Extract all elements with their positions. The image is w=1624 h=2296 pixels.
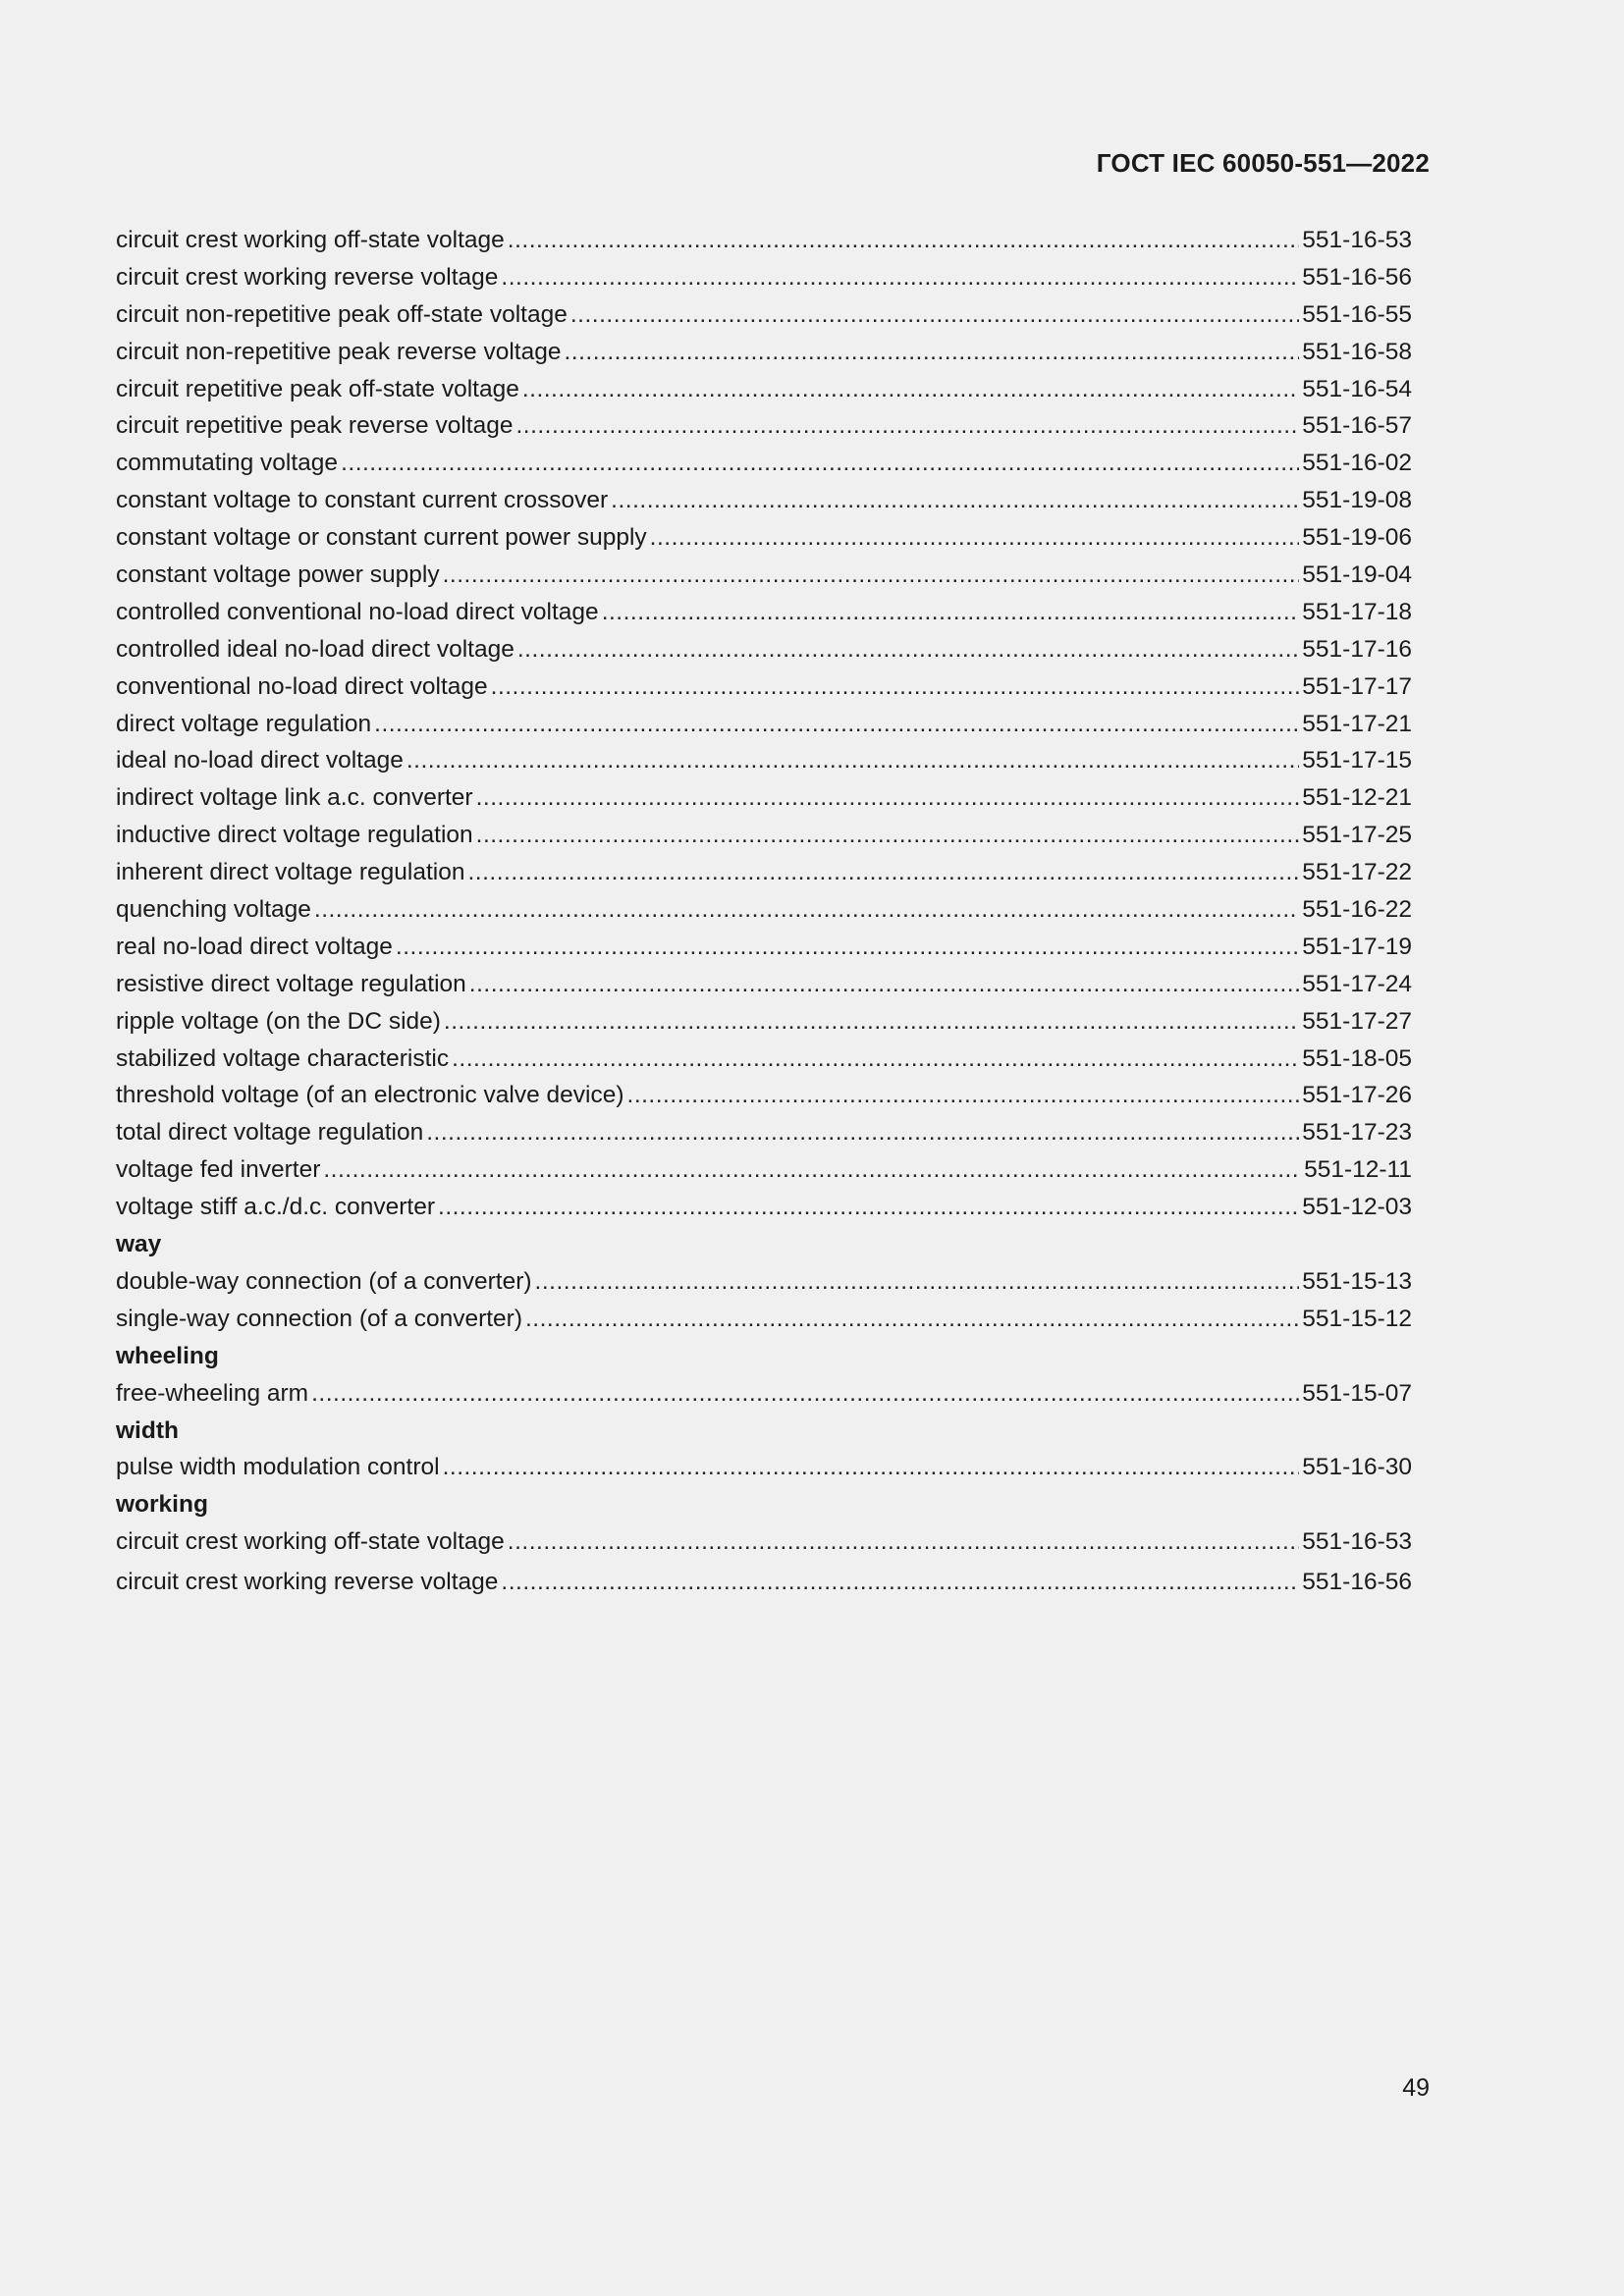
entry-term: quenching voltage [116, 896, 311, 924]
entry-term: real no-load direct voltage [116, 933, 393, 960]
entry-reference: 551-16-02 [1302, 450, 1412, 477]
entry-reference: 551-16-56 [1302, 263, 1412, 291]
index-entry [116, 482, 1412, 519]
index-entry [116, 1301, 1412, 1338]
entry-term: voltage fed inverter [116, 1156, 321, 1184]
dot-leader [627, 1077, 1300, 1114]
index-entry [116, 929, 1412, 966]
index-entry [116, 407, 1412, 445]
dot-leader [476, 779, 1300, 817]
group-heading: working [116, 1491, 208, 1519]
entry-term: double-way connection (of a converter) [116, 1267, 532, 1295]
entry-term: inductive direct voltage regulation [116, 822, 473, 849]
index-entry [116, 1003, 1412, 1041]
entry-term: voltage stiff a.c./d.c. converter [116, 1194, 436, 1221]
entry-reference: 551-17-21 [1302, 710, 1412, 737]
entry-term: circuit crest working off-state voltage [116, 227, 505, 253]
entry-reference: 551-16-53 [1302, 227, 1412, 253]
dot-leader [443, 1449, 1300, 1486]
entry-term: indirect voltage link a.c. converter [116, 784, 473, 812]
dot-leader [491, 668, 1300, 706]
index-entry [116, 668, 1412, 706]
entry-reference: 551-19-08 [1302, 487, 1412, 514]
entry-reference: 551-16-53 [1302, 1528, 1412, 1556]
index-entry [116, 296, 1412, 334]
index-entry [116, 1523, 1412, 1561]
entry-term: inherent direct voltage regulation [116, 859, 465, 886]
dot-leader [374, 706, 1299, 743]
index-entry [116, 1151, 1412, 1189]
index-entry [116, 706, 1412, 743]
entry-term: conventional no-load direct voltage [116, 672, 488, 700]
entry-term: ripple voltage (on the DC side) [116, 1007, 441, 1035]
dot-leader [611, 482, 1299, 519]
index-list [116, 222, 1412, 1601]
entry-reference: 551-16-56 [1302, 1569, 1412, 1596]
dot-leader [508, 222, 1300, 259]
entry-term: free-wheeling arm [116, 1379, 309, 1407]
entry-term: controlled ideal no-load direct voltage [116, 635, 514, 663]
index-entry [116, 1077, 1412, 1114]
entry-term: circuit non-repetitive peak reverse voltage [116, 338, 562, 365]
index-entry [116, 742, 1412, 779]
index-entry [116, 966, 1412, 1003]
entry-term: circuit non-repetitive peak off-state voltage [116, 300, 568, 328]
entry-reference: 551-17-18 [1302, 598, 1412, 625]
dot-leader [444, 1003, 1299, 1041]
index-entry [116, 222, 1412, 259]
dot-leader [438, 1189, 1299, 1226]
entry-term: circuit crest working reverse voltage [116, 263, 499, 291]
entry-reference: 551-17-22 [1302, 859, 1412, 886]
entry-term: circuit repetitive peak reverse voltage [116, 412, 514, 440]
dot-leader [515, 407, 1299, 445]
entry-term: ideal no-load direct voltage [116, 747, 404, 774]
entry-reference: 551-19-04 [1302, 561, 1412, 589]
dot-leader [522, 371, 1299, 408]
dot-leader [314, 891, 1299, 929]
entry-reference: 551-19-06 [1302, 524, 1412, 552]
dot-leader [602, 594, 1300, 631]
entry-reference: 551-17-24 [1302, 970, 1412, 997]
entry-reference: 551-16-30 [1302, 1454, 1412, 1481]
index-entry [116, 259, 1412, 296]
dot-leader [535, 1263, 1300, 1301]
entry-term: constant voltage to constant current crossover [116, 487, 609, 514]
entry-reference: 551-17-16 [1302, 635, 1412, 663]
page-number: 49 [1402, 2074, 1430, 2102]
entry-reference: 551-16-58 [1302, 338, 1412, 365]
entry-term: constant voltage or constant current power supply [116, 524, 647, 552]
dot-leader [570, 296, 1299, 334]
dot-leader [467, 854, 1299, 891]
index-entry [116, 557, 1412, 594]
entry-reference: 551-16-55 [1302, 300, 1412, 328]
index-entry [116, 519, 1412, 557]
index-entry [116, 371, 1412, 408]
entry-term: direct voltage regulation [116, 710, 372, 737]
index-entry [116, 779, 1412, 817]
dot-leader [323, 1151, 1301, 1189]
dot-leader [311, 1375, 1299, 1413]
index-entry [116, 1189, 1412, 1226]
index-entry [116, 631, 1412, 668]
entry-reference: 551-17-26 [1302, 1082, 1412, 1109]
group-heading: way [116, 1231, 162, 1258]
entry-reference: 551-16-22 [1302, 896, 1412, 924]
entry-term: resistive direct voltage regulation [116, 970, 466, 997]
index-entry [116, 594, 1412, 631]
index-entry [116, 817, 1412, 854]
entry-reference: 551-12-11 [1304, 1156, 1412, 1184]
entry-term: commutating voltage [116, 450, 339, 477]
index-entry [116, 1564, 1412, 1601]
entry-reference: 551-17-27 [1302, 1007, 1412, 1035]
entry-term: single-way connection (of a converter) [116, 1305, 522, 1332]
entry-term: circuit crest working off-state voltage [116, 1528, 505, 1556]
entry-term: pulse width modulation control [116, 1454, 440, 1481]
dot-leader [501, 259, 1299, 296]
entry-reference: 551-15-13 [1302, 1267, 1412, 1295]
entry-reference: 551-16-54 [1302, 375, 1412, 402]
dot-leader [564, 334, 1299, 371]
index-entry [116, 854, 1412, 891]
entry-reference: 551-15-12 [1302, 1305, 1412, 1332]
entry-reference: 551-15-07 [1302, 1379, 1412, 1407]
entry-term: constant voltage power supply [116, 561, 440, 589]
dot-leader [341, 445, 1299, 482]
document-header: ГОСТ IEC 60050-551—2022 [1096, 148, 1430, 178]
entry-reference: 551-17-23 [1302, 1119, 1412, 1147]
entry-reference: 551-16-57 [1302, 412, 1412, 440]
index-entry [116, 1263, 1412, 1301]
dot-leader [469, 966, 1300, 1003]
entry-reference: 551-17-17 [1302, 672, 1412, 700]
dot-leader [517, 631, 1299, 668]
entry-term: total direct voltage regulation [116, 1119, 424, 1147]
dot-leader [508, 1523, 1300, 1561]
dot-leader [396, 929, 1299, 966]
dot-leader [406, 742, 1299, 779]
entry-term: circuit crest working reverse voltage [116, 1569, 499, 1596]
entry-reference: 551-17-25 [1302, 822, 1412, 849]
dot-leader [525, 1301, 1299, 1338]
entry-reference: 551-12-21 [1302, 784, 1412, 812]
group-heading: wheeling [116, 1342, 219, 1369]
entry-reference: 551-12-03 [1302, 1194, 1412, 1221]
dot-leader [650, 519, 1300, 557]
entry-term: controlled conventional no-load direct voltage [116, 598, 599, 625]
index-entry [116, 445, 1412, 482]
dot-leader [476, 817, 1300, 854]
entry-term: threshold voltage (of an electronic valve device) [116, 1082, 624, 1109]
entry-reference: 551-17-15 [1302, 747, 1412, 774]
dot-leader [443, 557, 1300, 594]
entry-reference: 551-17-19 [1302, 933, 1412, 960]
index-entry [116, 1449, 1412, 1486]
entry-term: circuit repetitive peak off-state voltage [116, 375, 519, 402]
entry-term: stabilized voltage characteristic [116, 1044, 450, 1072]
index-entry [116, 891, 1412, 929]
index-entry [116, 334, 1412, 371]
group-heading: width [116, 1416, 179, 1444]
entry-reference: 551-18-05 [1302, 1044, 1412, 1072]
index-entry [116, 1375, 1412, 1413]
dot-leader [501, 1564, 1299, 1601]
dot-leader [426, 1114, 1299, 1151]
dot-leader [452, 1041, 1299, 1078]
index-entry [116, 1114, 1412, 1151]
index-entry [116, 1041, 1412, 1078]
